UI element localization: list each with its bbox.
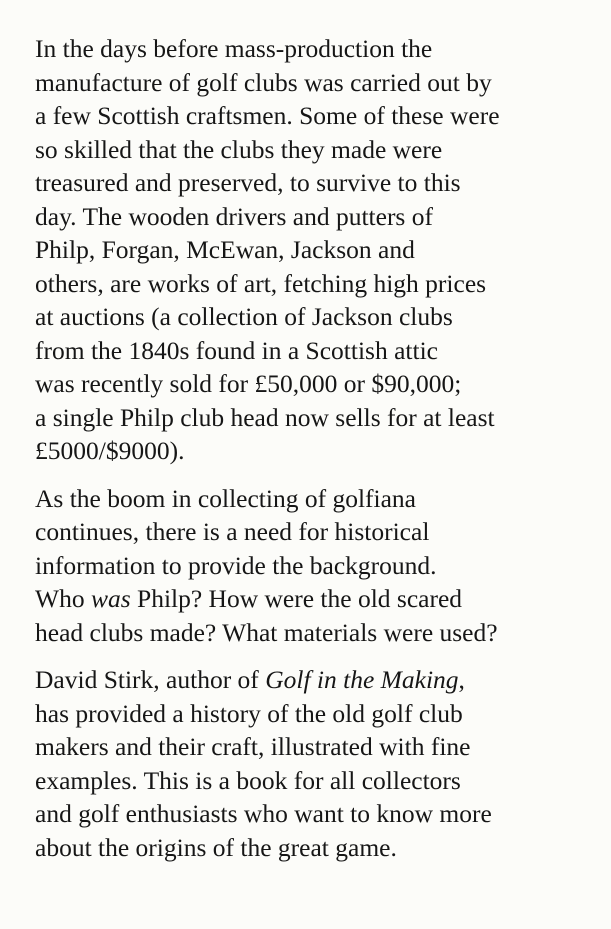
text-line [35,334,595,368]
text-line [35,663,595,697]
text-line [35,730,595,764]
text-segment: As the boom in collecting of golfiana [35,483,416,513]
text-segment: was recently sold for £50,000 or $90,000; [35,369,462,398]
paragraph-1 [35,32,595,468]
text-segment: head clubs made? What materials were used? [35,617,498,647]
text-line [35,99,595,133]
text-segment: £5000/$9000). [35,436,185,465]
text-line [35,549,595,583]
text-segment: and golf enthusiasts who want to know more [35,799,492,828]
text-line [35,267,595,301]
text-line [35,233,595,267]
blurb-text [35,32,595,864]
text-segment: examples. This is a book for all collectors [35,765,461,795]
text-line [35,582,595,616]
text-line [35,367,595,401]
text-segment: so skilled that the clubs they made were [35,134,443,164]
italic-text: Golf in the Making [265,665,459,694]
text-segment: day. The wooden drivers and putters of [35,201,433,231]
text-segment: at auctions (a collection of Jackson clubs [35,302,453,331]
text-segment: , [458,665,465,694]
text-segment: treasured and preserved, to survive to this [35,168,461,197]
text-line [35,797,595,831]
text-line [35,401,595,435]
text-segment: from the 1840s found in a Scottish attic [35,335,438,365]
text-segment: Who [35,584,91,613]
text-line [35,616,595,650]
text-segment: David Stirk, author of [35,665,266,694]
text-line [35,697,595,731]
text-line [35,831,595,865]
text-segment: a single Philp club head now sells for at least [35,402,495,432]
text-segment: In the days before mass-production the [35,34,433,63]
text-line [35,434,595,468]
text-line [35,482,595,516]
text-segment: Philp? How were the old scared [130,584,463,613]
text-segment: Philp, Forgan, McEwan, Jackson and [35,235,415,264]
text-line [35,32,595,66]
text-line [35,300,595,334]
text-line [35,764,595,798]
text-segment: manufacture of golf clubs was carried out by [35,67,492,97]
text-segment: has provided a history of the old golf club [35,698,463,728]
text-line [35,515,595,549]
text-line [35,166,595,200]
text-segment: makers and their craft, illustrated with fine [35,732,471,761]
text-line [35,200,595,234]
text-segment: others, are works of art, fetching high prices [35,268,487,298]
text-segment: information to provide the background. [35,550,437,580]
italic-text: was [90,584,131,613]
text-segment: about the origins of the great game. [35,832,397,862]
text-line [35,66,595,100]
text-segment: continues, there is a need for historical [35,517,430,546]
text-segment: a few Scottish craftsmen. Some of these were [35,101,500,130]
paragraph-2 [35,482,595,650]
paragraph-3 [35,663,595,864]
text-line [35,133,595,167]
